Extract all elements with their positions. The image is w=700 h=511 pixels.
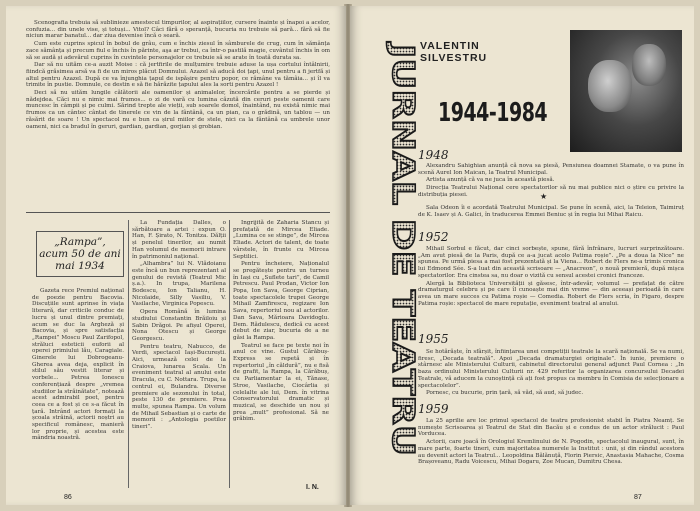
paragraph: Gazeta rece Premiul național de poezie pentru Bacovia. Discuțiile sunt aprinse în viața literară, dar criticile conduc de lucru și unul dintre premiați, acum se duc la Argheză și Bacovia, și spre satisfacția „Rampei” Moscu Paul Zarifopol, străluci esteticii euforii al operei primiului lău, Caragiale. Ginerele lui Dobrogeanu-Gherea avea deja, explicit în stilul său vestit literar și vorbele... Petrea Ionescu conferențiază despre „vremea studiilor la străinătate”, notează acest admirabil poet, pentru ceea ce a fost și ce s-a făcut în țară. Intrând actori formați la școala străină, actorii noștri au specificul românesc, manieră lor proprie, și acestea este mândria noastră. [32, 288, 124, 442]
paragraph: La 25 aprilie are loc primul spectacol de teatru profesionist stabil în Piatra Neamț. Se numește Scrisoarea și Teatrul de Stat din Bacău și e condus de un actor strălucit : Paul Vorducea. [418, 418, 684, 438]
entry-text [418, 349, 684, 398]
entry-text [418, 205, 684, 219]
entry-text [418, 163, 684, 200]
paragraph: Alexandru Sahighian anunță că nova sa piesă, Pensiunea doamnei Stamate, o va pune în scenă Aurel Ion Maican, la Teatrul Municipal. [418, 163, 684, 176]
vertical-banner [362, 36, 420, 464]
paragraph: „Alhambra” lui N. Vlădoianu este încă un bun reprezentant al genului de revistă (Teatrul Mic ș.a.). In trupa, Marilena Bodescu, Ion Talianu, H. Nicolaide, Silly Vasiliu, V. Vasilache, Virginica Popescu. [132, 261, 226, 308]
author-first-name: VALENTIN [420, 40, 480, 52]
rampa-column-1 [32, 288, 124, 443]
section-divider [26, 212, 330, 213]
paragraph: Opera Română în lumina studiului Constantin Brăiloiu și Sabin Drăgoi. Pe afișul Operei, Nona Otescu și George Georgescu. [132, 309, 226, 342]
year-heading: 1959 [418, 402, 449, 416]
left-top-text [26, 20, 330, 131]
paragraph: Alergă la Biblioteca Universității și găsesc, într-adevăr, volumul — prefațat de către dramaturgul celebru și pe care îl cunoaște mai din vreme — din aceeași perioadă în care avea un mare succes cu Patima roșie — Comedia. Robert de Flers scria, în Figaro, despre Patima roșie: spectacol de mare reputație, eveniment teatral al anului. [418, 280, 684, 307]
rampa-column-3 [233, 220, 329, 424]
paragraph: Scenografia trebuia să sublinieze amestecul timpurilor, al aspirațiilor, cursere înainte și înapoi a acelor, confuzia... din unele vise, și totuși... Vitol? Câci fără o speranță, bucuria nu trebuie să pară... fără să fie niciun marar banatul... dar ziua devenise încă o seară. [26, 20, 330, 40]
article-signature: I. N. [306, 484, 319, 491]
paragraph: Artista anunță că va ne juca în această piesă. [426, 177, 555, 184]
paragraph: Actorii, care joacă în Orologiul Kremlinului de N. Pogodin, spectacolul inaugural, sunt, în mare parte, foarte tineri, cum majoritatea numerele la Institut : unii, și din rândul acestora au devenit actori la Teatrul... Leopoldina Bălănuță, Florin Piersic, Anastasia Mahache, Cosma Brașoveanu, Radu Voicescu, Mihai Dogaru, Zoe Mucan, Dumitru Chesa. [418, 439, 684, 466]
author-photo [570, 30, 682, 152]
paragraph: Se hotărăște, în sfârșit, înființarea unei competiții teatrale la scară națională. Se va numi, firesc, „Decada teatrală”. Apoi „Decada dramaturgiei originale”. În iunie, premiere o stârnesc ale Ministerului Culturii, cabinetul directorului general adjunct Paul Cornea : „In baza ordinului Ministerului Culturii nr. 429 referitor la organizarea concursului Decadei Teatrale, vă aducem la cunoștință că ați fost propus ca membru în Comisia de selecționare a spectacolelor”. [418, 349, 684, 389]
paragraph: Cum este cuprins spicul în bobul de grâu, cum e închis ziesul în sâmburele de crug, cum în sămânța zace sămânța și precum fiul e închis în părinte, aşa ar trebui, ca într-o pastilă magie, cuvântul închis în om să se audă și adevărul cuprins în cuvintele personajelor ce trebuie să se arate în toată durata sa. [26, 41, 330, 61]
year-heading: 1952 [418, 230, 449, 244]
left-page [6, 6, 346, 505]
paragraph: Pentru încheiere, Naționalul se pregătește pentru un turneu în Iași cu „Suflete tari”, de Camil Petrescu. Paul Prodan, Victor Ion Popa, Ion Sava, George Ciprian, toate spectacolele trupei George Mihail Zamfirescu, regizare Ion Sava, repertoriul nou al actorilor. Dan Sava, Mărioara Davidoglu. Dem. Rădulescu, dedică cu acest debut de ziar, bucuria de a ne găsi la Rampa. [233, 261, 329, 341]
paragraph: Teatrul se face pe texte noi în anul ce vine. Gustul Cărăbuș-Express se repetă și în repertoriul „în căldură”, nu e fisă de grafit, la Rampa, la Cărăbuș, cu Parliamentar la ei, Tănase, Stroe, Vasilache, Ciocârlia și celelalte ale lui, Dem. în vitrina Conservatorului dramatic și muzical, se deschide un nou și prea „mult” profesional. Să ne grăbim. [233, 342, 329, 423]
author-name [420, 40, 487, 64]
entry-text [418, 418, 684, 467]
paragraph: Direcția Teatrului Național cere spectatorilor să nu mai publice nici o știre cu privire la distribuția piesei. [418, 185, 684, 198]
rampa-column-2 [132, 220, 226, 432]
entry-text [418, 246, 684, 308]
column-divider [128, 220, 129, 488]
year-heading: 1955 [418, 332, 449, 346]
year-heading: 1948 [418, 148, 449, 162]
author-last-name: SILVESTRU [420, 52, 488, 64]
paragraph: La Fundația Dalles, o sărbătoare a artei : expun O. Han, F. Șirato, N. Tonitza. Dălții și penelul tinerilor, au numit Han volumul de memorii intrare în patrimoniul național. [132, 220, 226, 260]
page-number-right: 87 [634, 494, 642, 501]
right-page [350, 6, 694, 505]
paragraph: Sala Odeon îi e acordată Teatrului Municipal. Se pune în scenă, aici, la Teleion, Taimiruț de K. Isaev și A. Galici, în traducerea Emmei Beniuc și în regia lui Mihai Raicu. [418, 205, 684, 218]
paragraph: Dar să nu uităm ce-a auzit Moise : că jertfirile de mulțumire trebuie aduse la ușa cortului întâlnirii, fiindcă grăsimea arsă va fi de un miros plăcut Domnului. Azazel să aducă doi țapi, unul pentru a fi jertfă și altul pentru Azazel. După ce va înjunghia țapul de ispășire pentru popor, ce rămâne va tămâia... și îl va trimite în pustie. Domnule, ce destin e să fie hărăzite țapului ales la sorti pentru Azazel ! [26, 62, 330, 89]
paragraph: Mihail Sorbul e făcut, dar cinci sorbește, spune, fără înfrânare, lucruri surprinzătoare. „Am avut piesă de la Paris, după ce a-a jucat acolo Patima roșie”. „Pe a doua la Nice” ne spunea. Pe urmă piesa a mai fost prezentată și la Viena... Robert de Flers ne-a trimis cronica lui Edmond Sée. S-a luat din această scrisoare — „Anacreon”, o nouă premieră, după mișca spectatorilor. Era cinstea sa, nu doar o vizită cu sensul acestei cronici franceze. [418, 246, 684, 279]
vertical-banner-text: JURNAL DE TEATRU [385, 44, 420, 367]
column-divider [229, 220, 230, 488]
page-number-left: 86 [64, 494, 72, 501]
star-separator: ★ [540, 192, 548, 201]
photo-figure [588, 60, 632, 112]
paragraph: Ingrijită de Zaharia Stancu și prefațată de Mircea Eliade. „Lumina ce se stinge”, de Mircea Eliade. Actori de talent, de toate vârstele, în frunte cu Mircea Septilici. [233, 220, 329, 260]
paragraph: Pornesc, cu bucurie, prin țară, să văd, să aud, să judec. [426, 390, 584, 397]
paragraph: Deci să nu uităm lungile călătorii ale oamenilor și animalelor, încercările pentru a se pierde și nădejdea. Căci nu e nimic mai frumos... o zi de vară cu lumina căzută din ceruri peste oamenii care muncesc în câmpii și pe culmi. Sărind trepte ale vieții, sub soarele domol, înaintând, nu există nimic mai frumos ca un cântec cântat de tinerele ce vin de la fântână, ca un pian, ca o grădină, un tablou — un răsărit de soare ! Un spectacol nu e bun ca șirul miilor de stele, nici ca la fântână ca umbrele unor oameni, nici ca bradul în geruri, gardian, gardian, gorjian și grobian. [26, 90, 330, 130]
rampa-box-title: „Rampa”, acum 50 de ani mai 1934 [36, 231, 124, 277]
period-title: 1944-1984 [438, 98, 548, 128]
paragraph: Pentru teatru, Nabucco, de Verdi, spectacol Iași-București. Aici, urmează celei de la Craiova, lunarea Scala. Un eveniment teatral al anului este Dracula, cu C. Nottara. Trupa, la centrul ei, Bulandra. Diverse premiere ale sezonului în total, peste 130 de premiere. Prea multe, spunea Rampa. Un volum de Mihail Sebastian și o carte de memorii : „Antologia poetilor tineri”. [132, 343, 226, 431]
photo-figure [632, 44, 666, 86]
